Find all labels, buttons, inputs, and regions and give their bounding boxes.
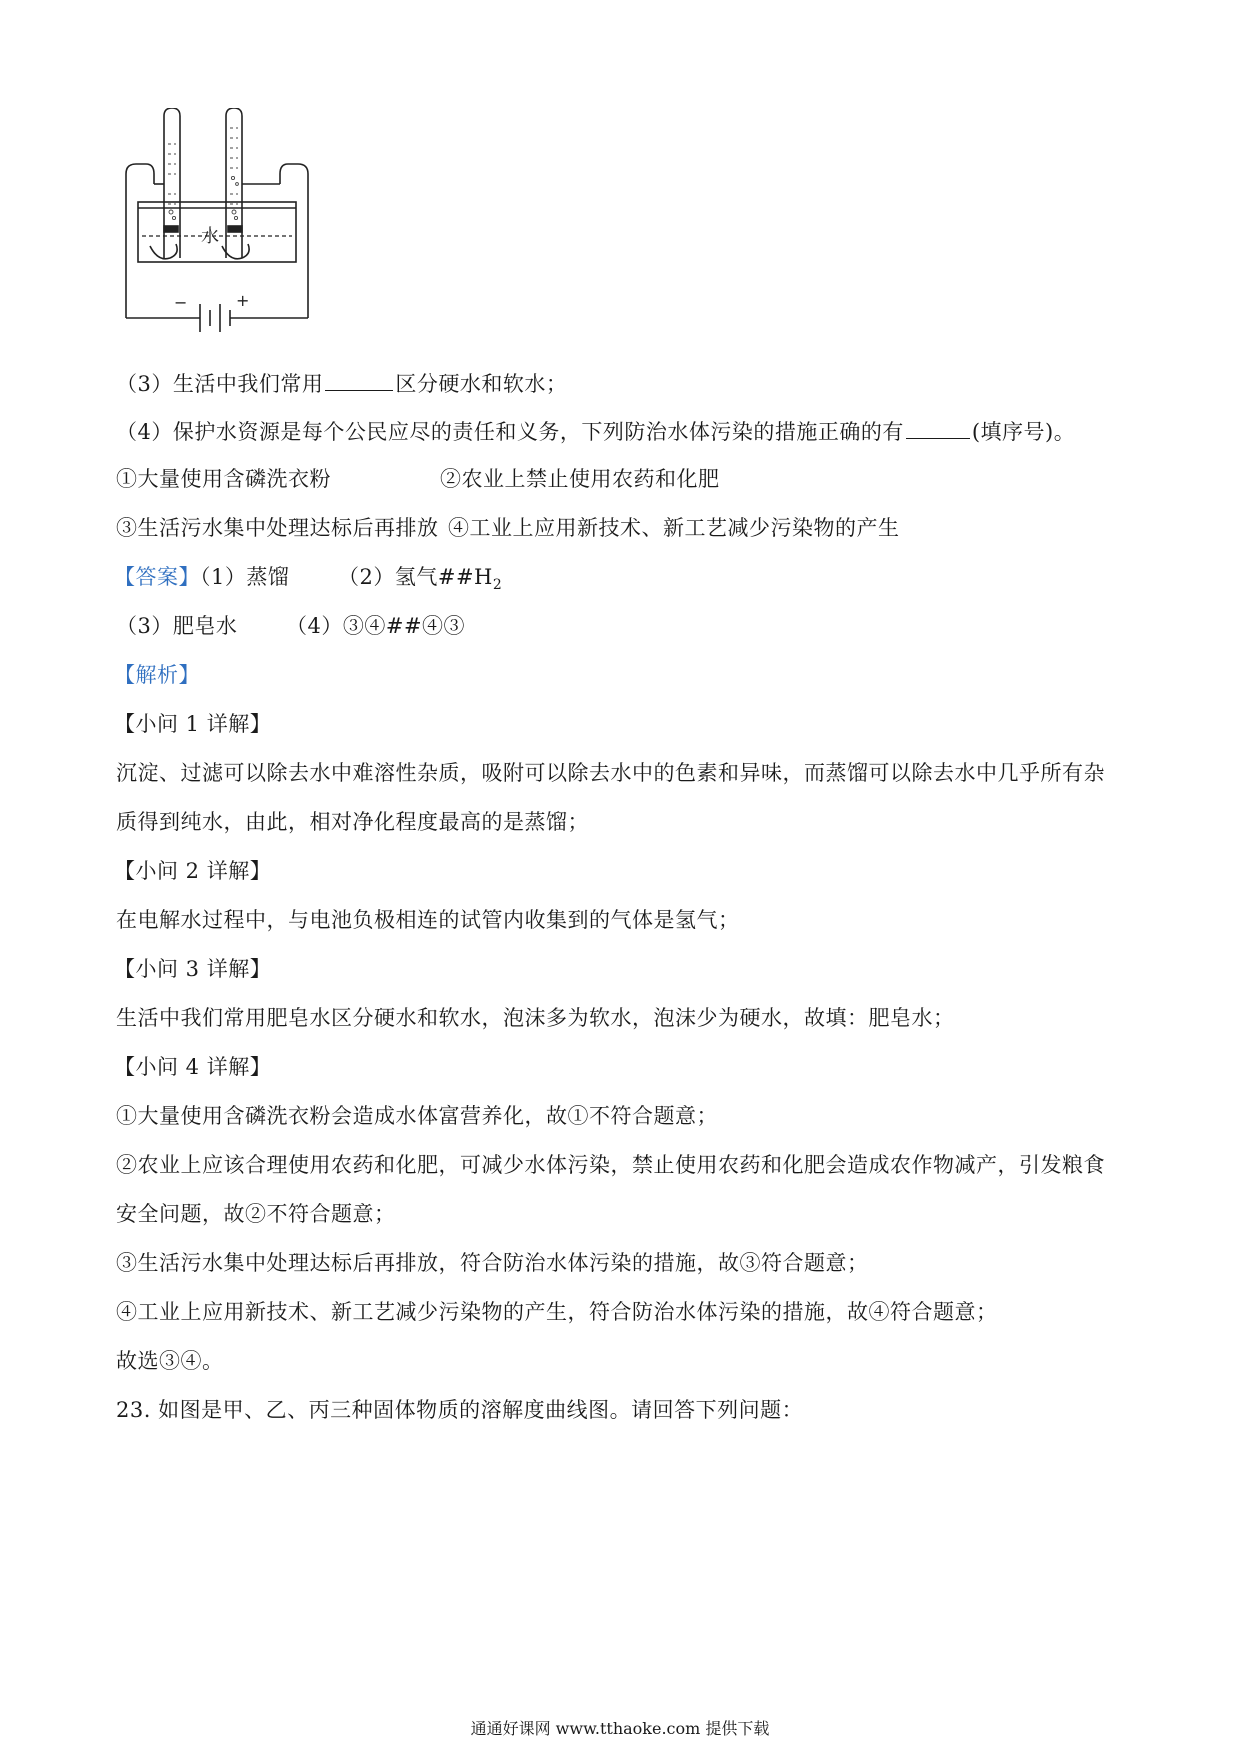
sub-3-title: 【小问 3 详解】 (114, 957, 272, 981)
question-4 (116, 416, 1075, 446)
water-label: 水 (201, 226, 219, 247)
sub-4-line-1: ①大量使用含磷洗衣粉会造成水体富营养化，故①不符合题意； (116, 1104, 718, 1128)
option-4: ④工业上应用新技术、新工艺减少污染物的产生 (448, 516, 900, 540)
option-2: ②农业上禁止使用农药和化肥 (440, 467, 720, 491)
question-23: 23. 如图是甲、乙、丙三种固体物质的溶解度曲线图。请回答下列问题： (116, 1398, 804, 1422)
option-1: ①大量使用含磷洗衣粉 (116, 467, 331, 491)
sub-4-line-3: 安全问题，故②不符合题意； (116, 1202, 396, 1226)
answer-1: （1）蒸馏 (200, 565, 290, 589)
answer-2-subscript: 2 (492, 577, 503, 594)
sub-1-title: 【小问 1 详解】 (114, 712, 272, 736)
sub-2-line-1: 在电解水过程中，与电池负极相连的试管内收集到的气体是氢气； (116, 908, 740, 932)
question-3 (116, 368, 567, 398)
sub-4-line-2: ②农业上应该合理使用农药和化肥，可减少水体污染，禁止使用农药和化肥会造成农作物减产，引发粮食 (116, 1153, 1105, 1177)
sub-4-title: 【小问 4 详解】 (114, 1055, 272, 1079)
positive-sign: + (236, 291, 250, 310)
negative-sign: − (174, 293, 188, 312)
question-3-text-end: 区分硬水和软水； (395, 372, 568, 396)
answer-3: （3）肥皂水 (116, 614, 238, 638)
answer-4: （4）③④##④③ (286, 614, 466, 638)
answer-line-1 (114, 563, 289, 591)
sub-2-title: 【小问 2 详解】 (114, 859, 272, 883)
sub-4-line-6: 故选③④。 (116, 1349, 224, 1373)
sub-1-line-2: 质得到纯水，由此，相对净化程度最高的是蒸馏； (116, 810, 589, 834)
answer-2-text: （2）氢气##H (338, 565, 493, 589)
answer-label: 【答案】 (114, 565, 200, 589)
answer-blank (906, 416, 970, 439)
sub-3-line-1: 生活中我们常用肥皂水区分硬水和软水，泡沫多为软水，泡沫少为硬水，故填：肥皂水； (116, 1006, 955, 1030)
answer-blank (325, 368, 393, 391)
sub-4-line-5: ④工业上应用新技术、新工艺减少污染物的产生，符合防治水体污染的措施，故④符合题意； (116, 1300, 998, 1324)
answer-2 (338, 563, 502, 599)
question-4-text-end: (填序号)。 (971, 420, 1076, 444)
analysis-label: 【解析】 (114, 663, 200, 687)
sub-1-line-1: 沉淀、过滤可以除去水中难溶性杂质，吸附可以除去水中的色素和异味，而蒸馏可以除去水中几乎所有杂 (116, 761, 1105, 785)
question-3-text: （3）生活中我们常用 (116, 372, 324, 396)
question-4-text: （4）保护水资源是每个公民应尽的责任和义务，下列防治水体污染的措施正确的有 (116, 420, 904, 444)
option-3: ③生活污水集中处理达标后再排放 (116, 516, 439, 540)
electrolysis-apparatus-figure (118, 108, 318, 336)
sub-4-line-4: ③生活污水集中处理达标后再排放，符合防治水体污染的措施，故③符合题意； (116, 1251, 869, 1275)
page-footer: 通通好课网 www.tthaoke.com 提供下载 (470, 1719, 770, 1738)
